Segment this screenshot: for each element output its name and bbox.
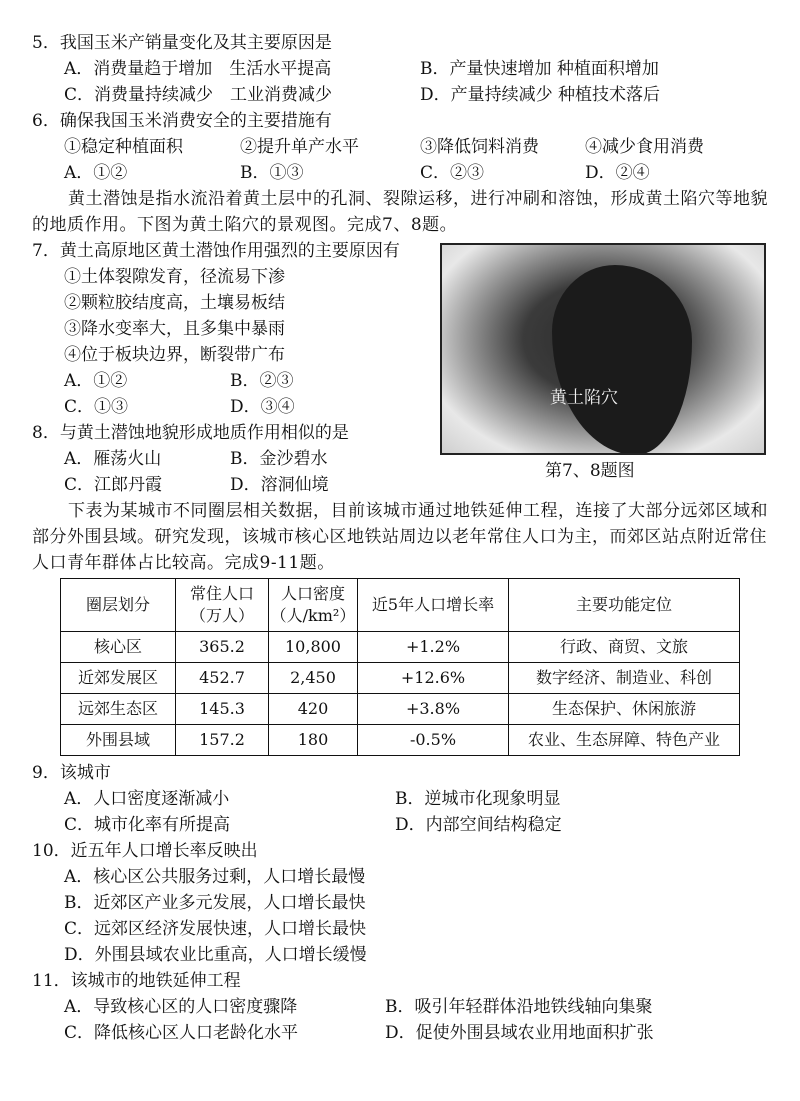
q9-stem: 9．该城市 (32, 763, 111, 783)
header-population-unit: （万人） (189, 606, 254, 625)
q11-stem: 11．该城市的地铁延伸工程 (32, 971, 241, 991)
q9-option-c[interactable]: C．城市化率有所提高 (64, 815, 231, 835)
q10-option-a[interactable]: A．核心区公共服务过剩，人口增长最慢 (64, 867, 366, 887)
table-cell: 农业、生态屏障、特色产业 (509, 725, 740, 756)
q6-item-3: ③降低饲料消费 (420, 137, 539, 157)
q10-stem: 10．近五年人口增长率反映出 (32, 841, 258, 861)
header-population (176, 579, 269, 632)
q8-option-c[interactable]: C．江郎丹霞 (64, 475, 163, 495)
q6-option-c[interactable]: C．②③ (420, 163, 485, 183)
table-header-row (61, 579, 740, 632)
q7-option-d[interactable]: D．③④ (230, 397, 295, 417)
table-cell: 数字经济、制造业、科创 (509, 663, 740, 694)
q7-option-a[interactable]: A．①② (64, 371, 128, 391)
q7-stem: 7．黄土高原地区黄土潜蚀作用强烈的主要原因有 (32, 241, 400, 261)
q7-option-b[interactable]: B．②③ (230, 371, 294, 391)
q6-option-b[interactable]: B．①③ (240, 163, 304, 183)
q6-option-a[interactable]: A．①② (64, 163, 128, 183)
table-cell: 近郊发展区 (61, 663, 176, 694)
q10-option-d[interactable]: D．外围县域农业比重高，人口增长缓慢 (64, 945, 367, 965)
q11-option-b[interactable]: B．吸引年轻群体沿地铁线轴向集聚 (385, 997, 653, 1017)
q9-option-d[interactable]: D．内部空间结构稳定 (395, 815, 562, 835)
q10-option-c[interactable]: C．远郊区经济发展快速，人口增长最快 (64, 919, 367, 939)
table-cell: 核心区 (61, 632, 176, 663)
table-cell: 行政、商贸、文旅 (509, 632, 740, 663)
q11-option-a[interactable]: A．导致核心区的人口密度骤降 (64, 997, 298, 1017)
table-cell: +3.8% (358, 694, 509, 725)
table-cell: 外围县域 (61, 725, 176, 756)
q5-stem: 5．我国玉米产销量变化及其主要原因是 (32, 33, 332, 53)
q6-item-1: ①稳定种植面积 (64, 137, 183, 157)
table-cell: 180 (269, 725, 358, 756)
header-density-unit: （人/km²） (270, 606, 356, 625)
table-row (61, 694, 740, 725)
city-ring-table (60, 578, 740, 756)
q7-item-3: ③降水变率大，且多集中暴雨 (64, 319, 285, 339)
q11-option-d[interactable]: D．促使外围县域农业用地面积扩张 (385, 1023, 654, 1043)
q7-item-4: ④位于板块边界，断裂带广布 (64, 345, 285, 365)
q6-item-2: ②提升单产水平 (240, 137, 359, 157)
table-cell: 10,800 (269, 632, 358, 663)
table-cell: 2,450 (269, 663, 358, 694)
q10-option-b[interactable]: B．近郊区产业多元发展，人口增长最快 (64, 893, 366, 913)
header-density (269, 579, 358, 632)
q7-item-1: ①土体裂隙发育，径流易下渗 (64, 267, 285, 287)
sinkhole-shape (552, 265, 692, 455)
loess-sinkhole-photo (440, 243, 766, 455)
q5-option-b[interactable]: B．产量快速增加 种植面积增加 (420, 59, 659, 79)
table-cell: 420 (269, 694, 358, 725)
table-cell: -0.5% (358, 725, 509, 756)
q9-option-b[interactable]: B．逆城市化现象明显 (395, 789, 561, 809)
header-density-title: 人口密度 (280, 584, 345, 603)
table-cell: 365.2 (176, 632, 269, 663)
q6-option-d[interactable]: D．②④ (585, 163, 650, 183)
table-row (61, 663, 740, 694)
q11-option-c[interactable]: C．降低核心区人口老龄化水平 (64, 1023, 299, 1043)
table-cell: 远郊生态区 (61, 694, 176, 725)
intro-q7-8: 黄土潜蚀是指水流沿着黄土层中的孔洞、裂隙运移，进行冲刷和溶蚀，形成黄土陷穴等地貌的地质作用。下图为黄土陷穴的景观图。完成7、8题。 (32, 189, 768, 235)
q6-stem: 6．确保我国玉米消费安全的主要措施有 (32, 111, 332, 131)
figure-caption: 第7、8题图 (545, 461, 635, 481)
q8-option-a[interactable]: A．雁荡火山 (64, 449, 162, 469)
table-cell: 生态保护、休闲旅游 (509, 694, 740, 725)
table-cell: +1.2% (358, 632, 509, 663)
header-growth: 近5年人口增长率 (358, 579, 509, 632)
q7-option-c[interactable]: C．①③ (64, 397, 129, 417)
table-row (61, 632, 740, 663)
table-cell: 145.3 (176, 694, 269, 725)
header-ring: 圈层划分 (61, 579, 176, 632)
table-cell: +12.6% (358, 663, 509, 694)
q5-option-a[interactable]: A．消费量趋于增加 生活水平提高 (64, 59, 332, 79)
header-population-title: 常住人口 (189, 584, 254, 603)
q8-option-d[interactable]: D．溶洞仙境 (230, 475, 329, 495)
table-cell: 452.7 (176, 663, 269, 694)
intro-q9-11: 下表为某城市不同圈层相关数据，目前该城市通过地铁延伸工程，连接了大部分远郊区域和部分外围县域。研究发现，该城市核心区地铁站周边以老年常住人口为主，而郊区站点附近常住人口青年群体占比较高。完成9-11题。 (32, 501, 768, 573)
q5-option-d[interactable]: D．产量持续减少 种植技术落后 (420, 85, 661, 105)
q6-item-4: ④减少食用消费 (585, 137, 704, 157)
q8-stem: 8．与黄土潜蚀地貌形成地质作用相似的是 (32, 423, 349, 443)
q8-option-b[interactable]: B．金沙碧水 (230, 449, 328, 469)
q9-option-a[interactable]: A．人口密度逐渐减小 (64, 789, 230, 809)
q7-item-2: ②颗粒胶结度高，土壤易板结 (64, 293, 285, 313)
header-function: 主要功能定位 (509, 579, 740, 632)
table-cell: 157.2 (176, 725, 269, 756)
q5-option-c[interactable]: C．消费量持续减少 工业消费减少 (64, 85, 333, 105)
photo-label: 黄土陷穴 (550, 388, 618, 408)
table-row (61, 725, 740, 756)
